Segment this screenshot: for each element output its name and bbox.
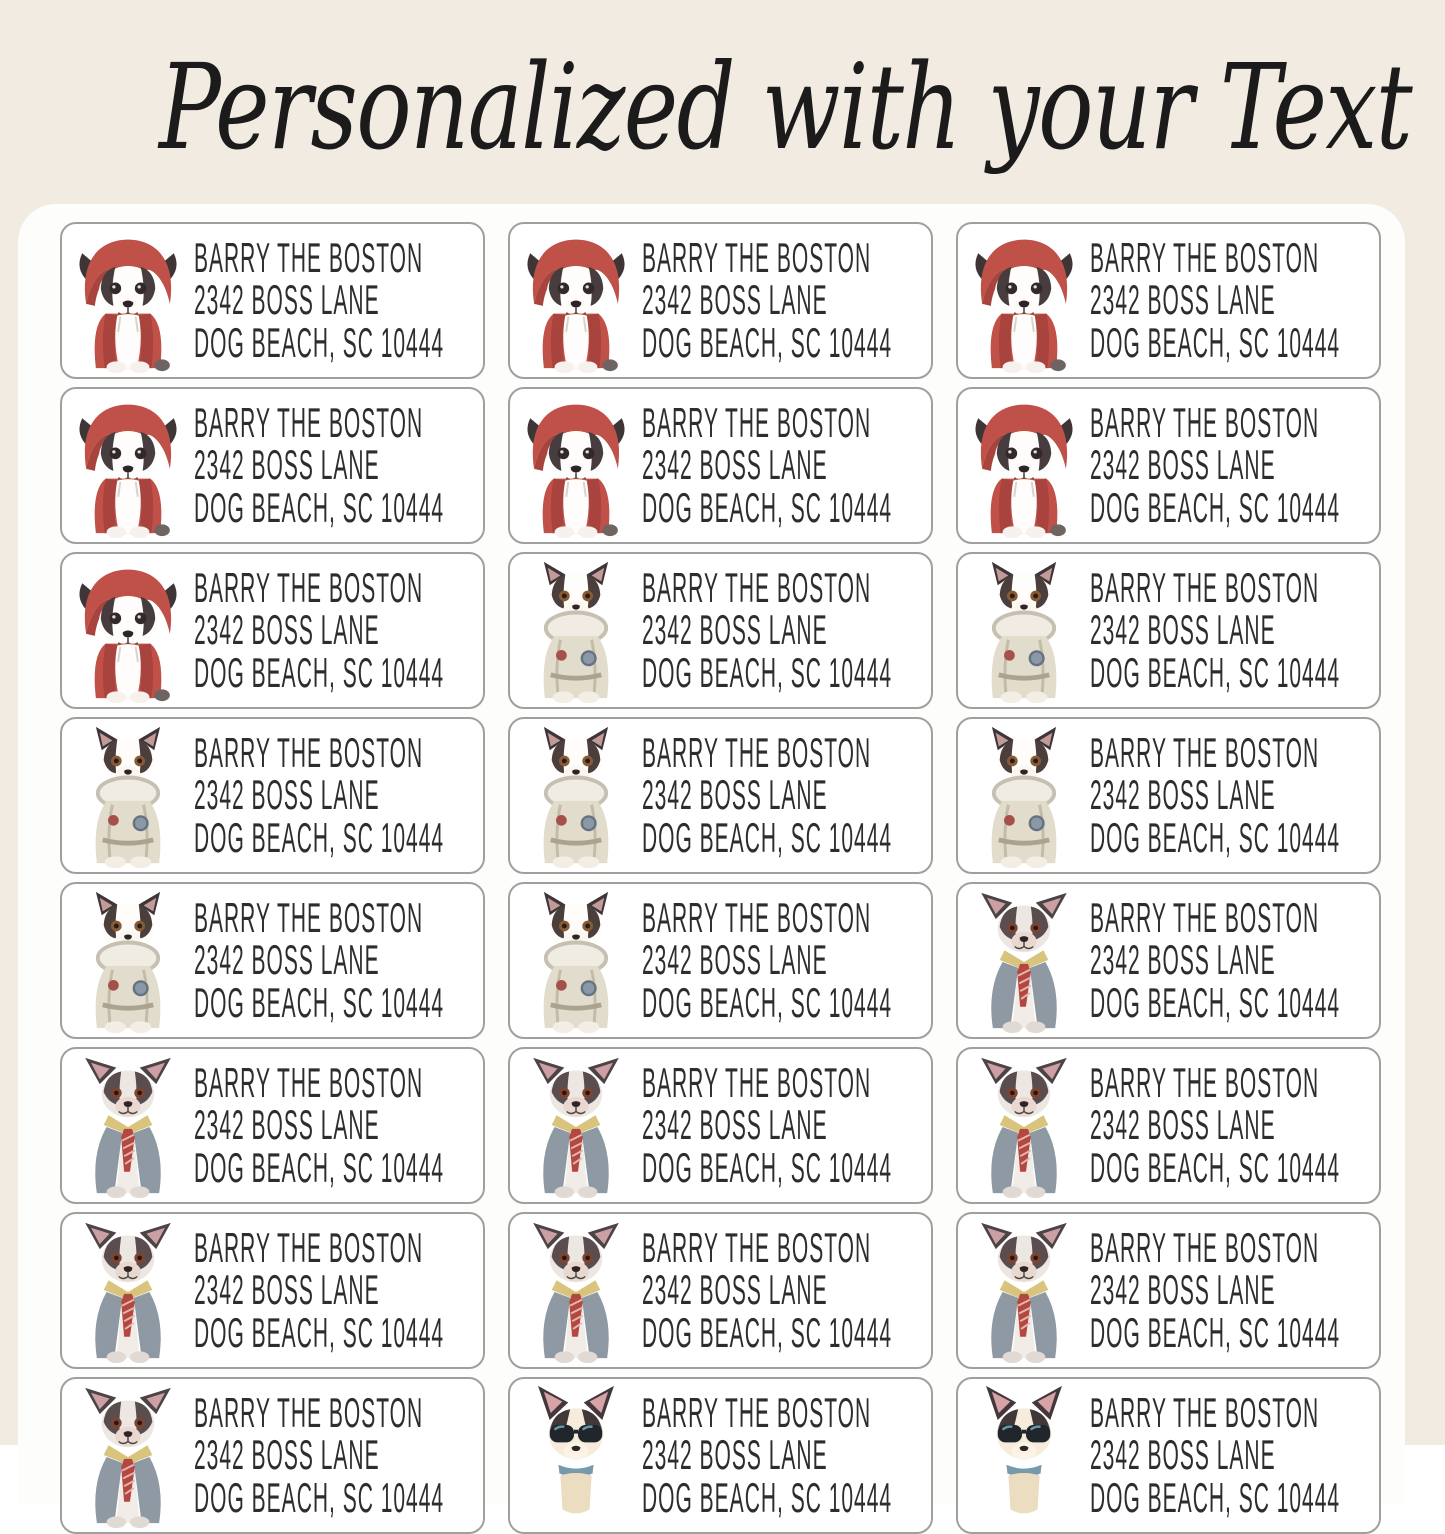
- boston-terrier-shirt-tie-illustration: [62, 1214, 194, 1367]
- recipient-name: BARRY THE BOSTON: [642, 563, 872, 611]
- street-address: 2342 BOSS LANE: [194, 276, 380, 324]
- recipient-name: BARRY THE BOSTON: [194, 728, 424, 776]
- address-text: [194, 554, 484, 707]
- address-label: [956, 1212, 1381, 1369]
- address-label: [508, 222, 933, 379]
- city-state-zip: DOG BEACH, SC 10444: [1090, 1308, 1341, 1356]
- street-address: 2342 BOSS LANE: [194, 771, 380, 819]
- astro-dog-art: [965, 558, 1083, 704]
- address-label: [60, 1212, 485, 1369]
- tie-dog-art: [965, 1053, 1083, 1199]
- address-text: [642, 389, 932, 542]
- boston-terrier-red-hoodie-illustration: [958, 389, 1090, 542]
- astro-dog-art: [965, 723, 1083, 869]
- street-address: 2342 BOSS LANE: [194, 936, 380, 984]
- address-text: [642, 719, 932, 872]
- street-address: 2342 BOSS LANE: [642, 771, 828, 819]
- address-label: [60, 552, 485, 709]
- boston-terrier-astronaut-illustration: [510, 554, 642, 707]
- hoodie-dog-art: [69, 228, 187, 374]
- recipient-name: BARRY THE BOSTON: [194, 233, 424, 281]
- city-state-zip: DOG BEACH, SC 10444: [194, 813, 445, 861]
- boston-terrier-shirt-tie-illustration: [510, 1049, 642, 1202]
- address-label: [508, 1377, 933, 1534]
- recipient-name: BARRY THE BOSTON: [1090, 1223, 1320, 1271]
- boston-terrier-shirt-tie-illustration: [62, 1049, 194, 1202]
- street-address: 2342 BOSS LANE: [1090, 1431, 1276, 1479]
- recipient-name: BARRY THE BOSTON: [642, 1223, 872, 1271]
- street-address: 2342 BOSS LANE: [642, 276, 828, 324]
- sun-dog-art: [965, 1383, 1083, 1529]
- address-label: [60, 387, 485, 544]
- recipient-name: BARRY THE BOSTON: [1090, 398, 1320, 446]
- astro-dog-art: [69, 723, 187, 869]
- address-label: [60, 882, 485, 1039]
- boston-terrier-astronaut-illustration: [62, 884, 194, 1037]
- address-text: [194, 884, 484, 1037]
- boston-terrier-astronaut-illustration: [958, 554, 1090, 707]
- recipient-name: BARRY THE BOSTON: [642, 1058, 872, 1106]
- address-text: [194, 224, 484, 377]
- address-text: [1090, 1214, 1380, 1367]
- hoodie-dog-art: [69, 393, 187, 539]
- astro-dog-art: [69, 888, 187, 1034]
- recipient-name: BARRY THE BOSTON: [194, 1223, 424, 1271]
- sun-dog-art: [517, 1383, 635, 1529]
- address-text: [194, 1379, 484, 1532]
- address-text: [1090, 224, 1380, 377]
- city-state-zip: DOG BEACH, SC 10444: [194, 648, 445, 696]
- street-address: 2342 BOSS LANE: [642, 606, 828, 654]
- address-text: [642, 1049, 932, 1202]
- boston-terrier-red-hoodie-illustration: [510, 224, 642, 377]
- city-state-zip: DOG BEACH, SC 10444: [1090, 483, 1341, 531]
- address-text: [194, 1049, 484, 1202]
- city-state-zip: DOG BEACH, SC 10444: [642, 483, 893, 531]
- labels-grid: [60, 222, 1381, 1534]
- tie-dog-art: [965, 1218, 1083, 1364]
- address-text: [194, 389, 484, 542]
- street-address: 2342 BOSS LANE: [194, 441, 380, 489]
- recipient-name: BARRY THE BOSTON: [194, 398, 424, 446]
- city-state-zip: DOG BEACH, SC 10444: [1090, 1143, 1341, 1191]
- city-state-zip: DOG BEACH, SC 10444: [194, 483, 445, 531]
- recipient-name: BARRY THE BOSTON: [642, 398, 872, 446]
- address-label: [508, 717, 933, 874]
- boston-terrier-red-hoodie-illustration: [62, 554, 194, 707]
- recipient-name: BARRY THE BOSTON: [194, 893, 424, 941]
- boston-terrier-red-hoodie-illustration: [958, 224, 1090, 377]
- boston-terrier-shirt-tie-illustration: [62, 1379, 194, 1532]
- tie-dog-art: [517, 1053, 635, 1199]
- address-label: [956, 1047, 1381, 1204]
- city-state-zip: DOG BEACH, SC 10444: [194, 318, 445, 366]
- astro-dog-art: [517, 723, 635, 869]
- street-address: 2342 BOSS LANE: [194, 1431, 380, 1479]
- recipient-name: BARRY THE BOSTON: [642, 728, 872, 776]
- hoodie-dog-art: [517, 393, 635, 539]
- recipient-name: BARRY THE BOSTON: [194, 1058, 424, 1106]
- street-address: 2342 BOSS LANE: [1090, 1266, 1276, 1314]
- address-label: [956, 552, 1381, 709]
- tie-dog-art: [517, 1218, 635, 1364]
- street-address: 2342 BOSS LANE: [642, 936, 828, 984]
- city-state-zip: DOG BEACH, SC 10444: [642, 318, 893, 366]
- boston-terrier-astronaut-illustration: [510, 719, 642, 872]
- address-label: [956, 1377, 1381, 1534]
- address-text: [642, 1214, 932, 1367]
- address-label: [956, 717, 1381, 874]
- city-state-zip: DOG BEACH, SC 10444: [642, 1143, 893, 1191]
- street-address: 2342 BOSS LANE: [1090, 1101, 1276, 1149]
- address-label: [508, 387, 933, 544]
- hoodie-dog-art: [965, 228, 1083, 374]
- city-state-zip: DOG BEACH, SC 10444: [642, 648, 893, 696]
- address-text: [642, 1379, 932, 1532]
- street-address: 2342 BOSS LANE: [1090, 441, 1276, 489]
- tie-dog-art: [69, 1218, 187, 1364]
- recipient-name: BARRY THE BOSTON: [642, 1388, 872, 1436]
- street-address: 2342 BOSS LANE: [1090, 771, 1276, 819]
- recipient-name: BARRY THE BOSTON: [1090, 563, 1320, 611]
- boston-terrier-sunglasses-illustration: [958, 1379, 1090, 1532]
- hoodie-dog-art: [69, 558, 187, 704]
- city-state-zip: DOG BEACH, SC 10444: [194, 1473, 445, 1521]
- recipient-name: BARRY THE BOSTON: [194, 563, 424, 611]
- address-label: [60, 1047, 485, 1204]
- address-label: [508, 882, 933, 1039]
- street-address: 2342 BOSS LANE: [642, 1431, 828, 1479]
- boston-terrier-sunglasses-illustration: [510, 1379, 642, 1532]
- city-state-zip: DOG BEACH, SC 10444: [642, 1473, 893, 1521]
- hoodie-dog-art: [965, 393, 1083, 539]
- address-label: [60, 1377, 485, 1534]
- city-state-zip: DOG BEACH, SC 10444: [194, 978, 445, 1026]
- address-text: [1090, 719, 1380, 872]
- address-text: [642, 224, 932, 377]
- tie-dog-art: [965, 888, 1083, 1034]
- address-text: [642, 884, 932, 1037]
- address-label: [508, 552, 933, 709]
- city-state-zip: DOG BEACH, SC 10444: [1090, 318, 1341, 366]
- boston-terrier-red-hoodie-illustration: [62, 224, 194, 377]
- recipient-name: BARRY THE BOSTON: [1090, 893, 1320, 941]
- street-address: 2342 BOSS LANE: [642, 1266, 828, 1314]
- boston-terrier-shirt-tie-illustration: [510, 1214, 642, 1367]
- address-text: [1090, 1049, 1380, 1202]
- address-text: [1090, 554, 1380, 707]
- street-address: 2342 BOSS LANE: [1090, 276, 1276, 324]
- recipient-name: BARRY THE BOSTON: [194, 1388, 424, 1436]
- address-label: [60, 717, 485, 874]
- address-label: [60, 222, 485, 379]
- boston-terrier-shirt-tie-illustration: [958, 884, 1090, 1037]
- boston-terrier-astronaut-illustration: [958, 719, 1090, 872]
- boston-terrier-red-hoodie-illustration: [62, 389, 194, 542]
- hoodie-dog-art: [517, 228, 635, 374]
- street-address: 2342 BOSS LANE: [1090, 606, 1276, 654]
- city-state-zip: DOG BEACH, SC 10444: [642, 978, 893, 1026]
- city-state-zip: DOG BEACH, SC 10444: [1090, 648, 1341, 696]
- recipient-name: BARRY THE BOSTON: [1090, 1388, 1320, 1436]
- recipient-name: BARRY THE BOSTON: [642, 893, 872, 941]
- boston-terrier-astronaut-illustration: [510, 884, 642, 1037]
- label-sheet: [18, 204, 1405, 1521]
- astro-dog-art: [517, 558, 635, 704]
- astro-dog-art: [517, 888, 635, 1034]
- street-address: 2342 BOSS LANE: [194, 1266, 380, 1314]
- address-label: [956, 222, 1381, 379]
- address-label: [508, 1212, 933, 1369]
- city-state-zip: DOG BEACH, SC 10444: [194, 1308, 445, 1356]
- address-text: [194, 1214, 484, 1367]
- address-label: [956, 882, 1381, 1039]
- address-text: [1090, 389, 1380, 542]
- address-text: [642, 554, 932, 707]
- recipient-name: BARRY THE BOSTON: [642, 233, 872, 281]
- boston-terrier-astronaut-illustration: [62, 719, 194, 872]
- boston-terrier-shirt-tie-illustration: [958, 1049, 1090, 1202]
- tie-dog-art: [69, 1053, 187, 1199]
- city-state-zip: DOG BEACH, SC 10444: [642, 1308, 893, 1356]
- recipient-name: BARRY THE BOSTON: [1090, 233, 1320, 281]
- city-state-zip: DOG BEACH, SC 10444: [1090, 978, 1341, 1026]
- recipient-name: BARRY THE BOSTON: [1090, 1058, 1320, 1106]
- address-label: [956, 387, 1381, 544]
- address-text: [1090, 1379, 1380, 1532]
- address-text: [1090, 884, 1380, 1037]
- address-text: [194, 719, 484, 872]
- street-address: 2342 BOSS LANE: [642, 1101, 828, 1149]
- street-address: 2342 BOSS LANE: [1090, 936, 1276, 984]
- city-state-zip: DOG BEACH, SC 10444: [194, 1143, 445, 1191]
- boston-terrier-shirt-tie-illustration: [958, 1214, 1090, 1367]
- tie-dog-art: [69, 1383, 187, 1529]
- address-label: [508, 1047, 933, 1204]
- city-state-zip: DOG BEACH, SC 10444: [1090, 813, 1341, 861]
- street-address: 2342 BOSS LANE: [194, 606, 380, 654]
- page-title: Personalized with your Text: [158, 38, 1412, 176]
- street-address: 2342 BOSS LANE: [194, 1101, 380, 1149]
- city-state-zip: DOG BEACH, SC 10444: [642, 813, 893, 861]
- city-state-zip: DOG BEACH, SC 10444: [1090, 1473, 1341, 1521]
- recipient-name: BARRY THE BOSTON: [1090, 728, 1320, 776]
- boston-terrier-red-hoodie-illustration: [510, 389, 642, 542]
- street-address: 2342 BOSS LANE: [642, 441, 828, 489]
